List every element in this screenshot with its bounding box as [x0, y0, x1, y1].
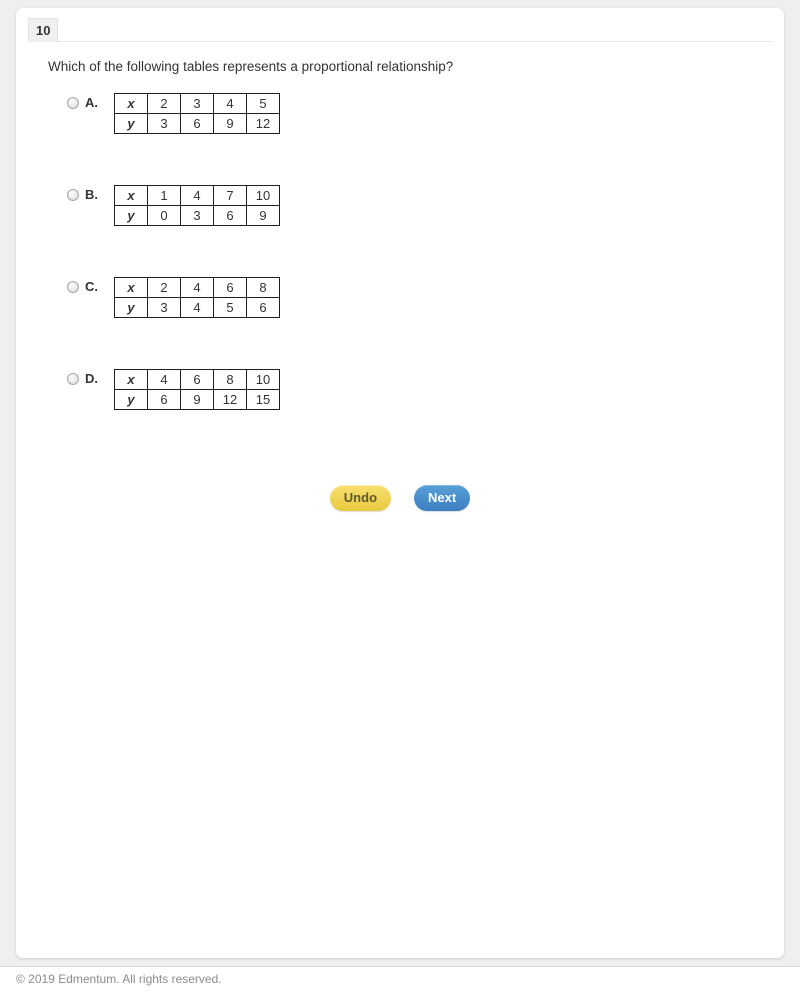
x-value-cell: 8 — [247, 278, 280, 298]
option-b — [16, 185, 784, 226]
y-value-cell: 5 — [214, 298, 247, 318]
y-header-cell: y — [115, 298, 148, 318]
table-row-x — [115, 370, 280, 390]
table-row-y — [115, 206, 280, 226]
y-value-cell: 9 — [181, 390, 214, 410]
y-value-cell: 3 — [148, 114, 181, 134]
answer-options — [16, 93, 784, 410]
action-buttons — [16, 485, 784, 511]
question-number-tab[interactable]: 10 — [28, 18, 58, 42]
option-d-table — [114, 369, 280, 410]
x-header-cell: x — [115, 278, 148, 298]
x-header-cell: x — [115, 94, 148, 114]
x-header-cell: x — [115, 186, 148, 206]
question-tab-bar — [28, 8, 772, 42]
option-d — [16, 369, 784, 410]
x-value-cell: 4 — [181, 186, 214, 206]
x-value-cell: 4 — [148, 370, 181, 390]
y-value-cell: 12 — [247, 114, 280, 134]
x-value-cell: 7 — [214, 186, 247, 206]
option-c — [16, 277, 784, 318]
x-value-cell: 5 — [247, 94, 280, 114]
y-value-cell: 3 — [148, 298, 181, 318]
x-value-cell: 2 — [148, 94, 181, 114]
undo-button[interactable]: Undo — [330, 485, 391, 511]
y-value-cell: 9 — [214, 114, 247, 134]
x-value-cell: 1 — [148, 186, 181, 206]
y-value-cell: 12 — [214, 390, 247, 410]
table-row-y — [115, 390, 280, 410]
question-card — [16, 8, 784, 958]
option-a-radio[interactable] — [67, 97, 79, 109]
option-b-label: B. — [85, 187, 98, 202]
y-value-cell: 15 — [247, 390, 280, 410]
y-value-cell: 6 — [214, 206, 247, 226]
x-value-cell: 4 — [181, 278, 214, 298]
option-c-table — [114, 277, 280, 318]
option-b-radio[interactable] — [67, 189, 79, 201]
table-row-x — [115, 94, 280, 114]
y-value-cell: 4 — [181, 298, 214, 318]
x-value-cell: 6 — [214, 278, 247, 298]
x-value-cell: 4 — [214, 94, 247, 114]
y-header-cell: y — [115, 390, 148, 410]
option-c-label: C. — [85, 279, 98, 294]
option-d-label: D. — [85, 371, 98, 386]
option-b-table — [114, 185, 280, 226]
table-row-y — [115, 298, 280, 318]
y-value-cell: 9 — [247, 206, 280, 226]
y-value-cell: 6 — [148, 390, 181, 410]
option-a-table — [114, 93, 280, 134]
table-row-x — [115, 186, 280, 206]
option-d-radio[interactable] — [67, 373, 79, 385]
x-header-cell: x — [115, 370, 148, 390]
table-row-x — [115, 278, 280, 298]
copyright-text: © 2019 Edmentum. All rights reserved. — [16, 972, 222, 986]
y-value-cell: 6 — [181, 114, 214, 134]
x-value-cell: 2 — [148, 278, 181, 298]
y-value-cell: 3 — [181, 206, 214, 226]
x-value-cell: 8 — [214, 370, 247, 390]
y-header-cell: y — [115, 206, 148, 226]
y-value-cell: 6 — [247, 298, 280, 318]
table-row-y — [115, 114, 280, 134]
option-a-label: A. — [85, 95, 98, 110]
y-header-cell: y — [115, 114, 148, 134]
x-value-cell: 10 — [247, 370, 280, 390]
x-value-cell: 3 — [181, 94, 214, 114]
y-value-cell: 0 — [148, 206, 181, 226]
x-value-cell: 10 — [247, 186, 280, 206]
next-button[interactable]: Next — [414, 485, 470, 511]
footer — [0, 966, 800, 992]
option-c-radio[interactable] — [67, 281, 79, 293]
x-value-cell: 6 — [181, 370, 214, 390]
question-text: Which of the following tables represents a proportional relationship? — [48, 59, 454, 74]
option-a — [16, 93, 784, 134]
